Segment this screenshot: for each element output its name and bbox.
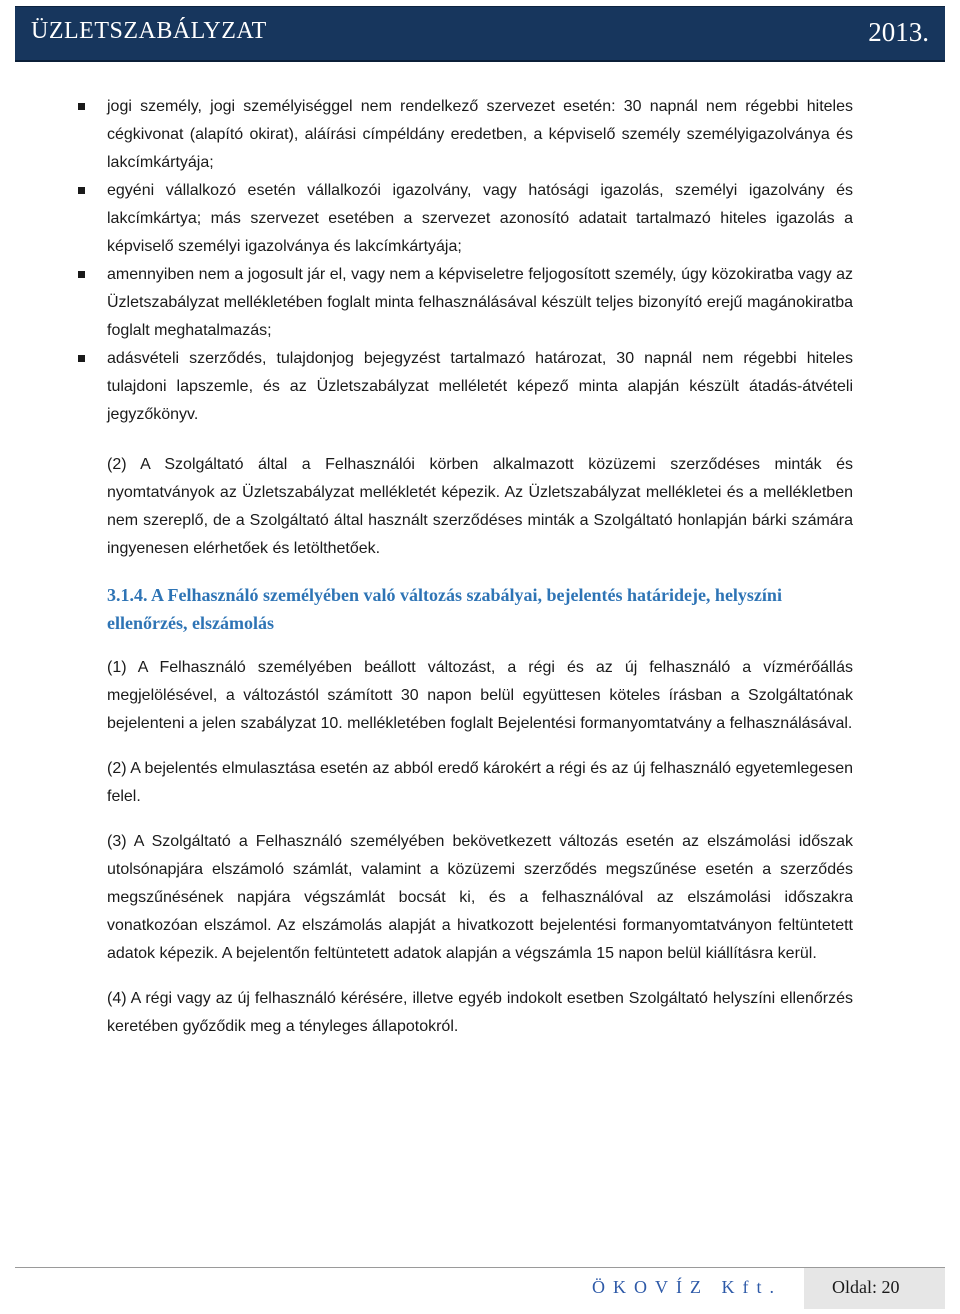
- section-paragraph-2: (2) A bejelentés elmulasztása esetén az abból eredő károkért a régi és az új felhasználó egyetemlegesen felel.: [107, 760, 853, 805]
- document-year: 2013.: [868, 17, 929, 47]
- list-item: amennyiben nem a jogosult jár el, vagy nem a képviseletre feljogosított személy, úgy közokiratba vagy az Üzletszabályzat mellékletében foglalt minta felhasználásával készült teljes bizonyító erejű magánokiratba foglalt meghatalmazás;: [107, 261, 853, 345]
- section-paragraph-1: (1) A Felhasználó személyében beállott változást, a régi és az új felhasználó a vízmérőállás megjelölésével, a változástól számított 30 napon belül együttesen köteles írásban a Szolgáltatónak bejelenteni a jelen szabályzat 10. mellékletében foglalt Bejelentési formanyomtatvány a felhasználásával.: [107, 659, 853, 732]
- page-number: Oldal: 20: [804, 1268, 945, 1309]
- page-header: [15, 6, 945, 60]
- document-list: [107, 93, 853, 429]
- company-name: ÖKOVÍZ Kft.: [592, 1277, 782, 1297]
- list-item: egyéni vállalkozó esetén vállalkozói igazolvány, vagy hatósági igazolás, személyi igazolvány és lakcímkártya; más szervezet esetében a szervezet azonosító adatait tartalmazó hiteles igazolás a képviselő személyi igazolványa és lakcímkártyája;: [107, 177, 853, 261]
- document-title: ÜZLETSZABÁLYZAT: [31, 18, 267, 44]
- section-paragraph-4: (4) A régi vagy az új felhasználó kérésére, illetve egyéb indokolt esetben Szolgáltató helyszíni ellenőrzés keretében győződik meg a tényleges állapotokról.: [107, 990, 853, 1035]
- page-content: [107, 93, 853, 1041]
- section-paragraph-3: (3) A Szolgáltató a Felhasználó személyében bekövetkezett változás esetén az elszámolási időszak utolsónapjára elszámoló számlát, valamint a közüzemi szerződés megszűnése esetén a szerződés megszűnésének napjára végszámlát bocsát ki, és a felhasználóval az elszámolási időszakra vonatkozóan elszámol. Az elszámolás alapját a hivatkozott bejelentési formanyomtatványon feltüntetett adatok képezik. A bejelentőn feltüntetett adatok alapján a végszámla 15 napon belül kiállításra kerül.: [107, 833, 853, 962]
- list-item: jogi személy, jogi személyiséggel nem rendelkező szervezet esetén: 30 napnál nem régebbi hiteles cégkivonat (alapító okirat), aláírási címpéldány eredetben, a képviselő személy személyigazolványa és lakcímkártyája;: [107, 93, 853, 177]
- section-heading: 3.1.4. A Felhasználó személyében való változás szabályai, bejelentés határideje, helyszíni ellenőrzés, elszámolás: [107, 585, 782, 633]
- paragraph-2: (2) A Szolgáltató által a Felhasználói körben alkalmazott közüzemi szerződéses minták és nyomtatványok az Üzletszabályzat mellékletét képezik. Az Üzletszabályzat mellékletei és a mellékletben nem szereplő, de a Szolgáltató által használt szerződéses minták a Szolgáltató honlapján bárki számára ingyenesen elérhetőek és letölthetőek.: [107, 456, 853, 557]
- page-footer: [15, 1267, 945, 1309]
- list-item: adásvételi szerződés, tulajdonjog bejegyzést tartalmazó határozat, 30 napnál nem régebbi hiteles tulajdoni lapszemle, és az Üzletszabályzat melléletét képező minta alapján készült átadás-átvételi jegyzőkönyv.: [107, 345, 853, 429]
